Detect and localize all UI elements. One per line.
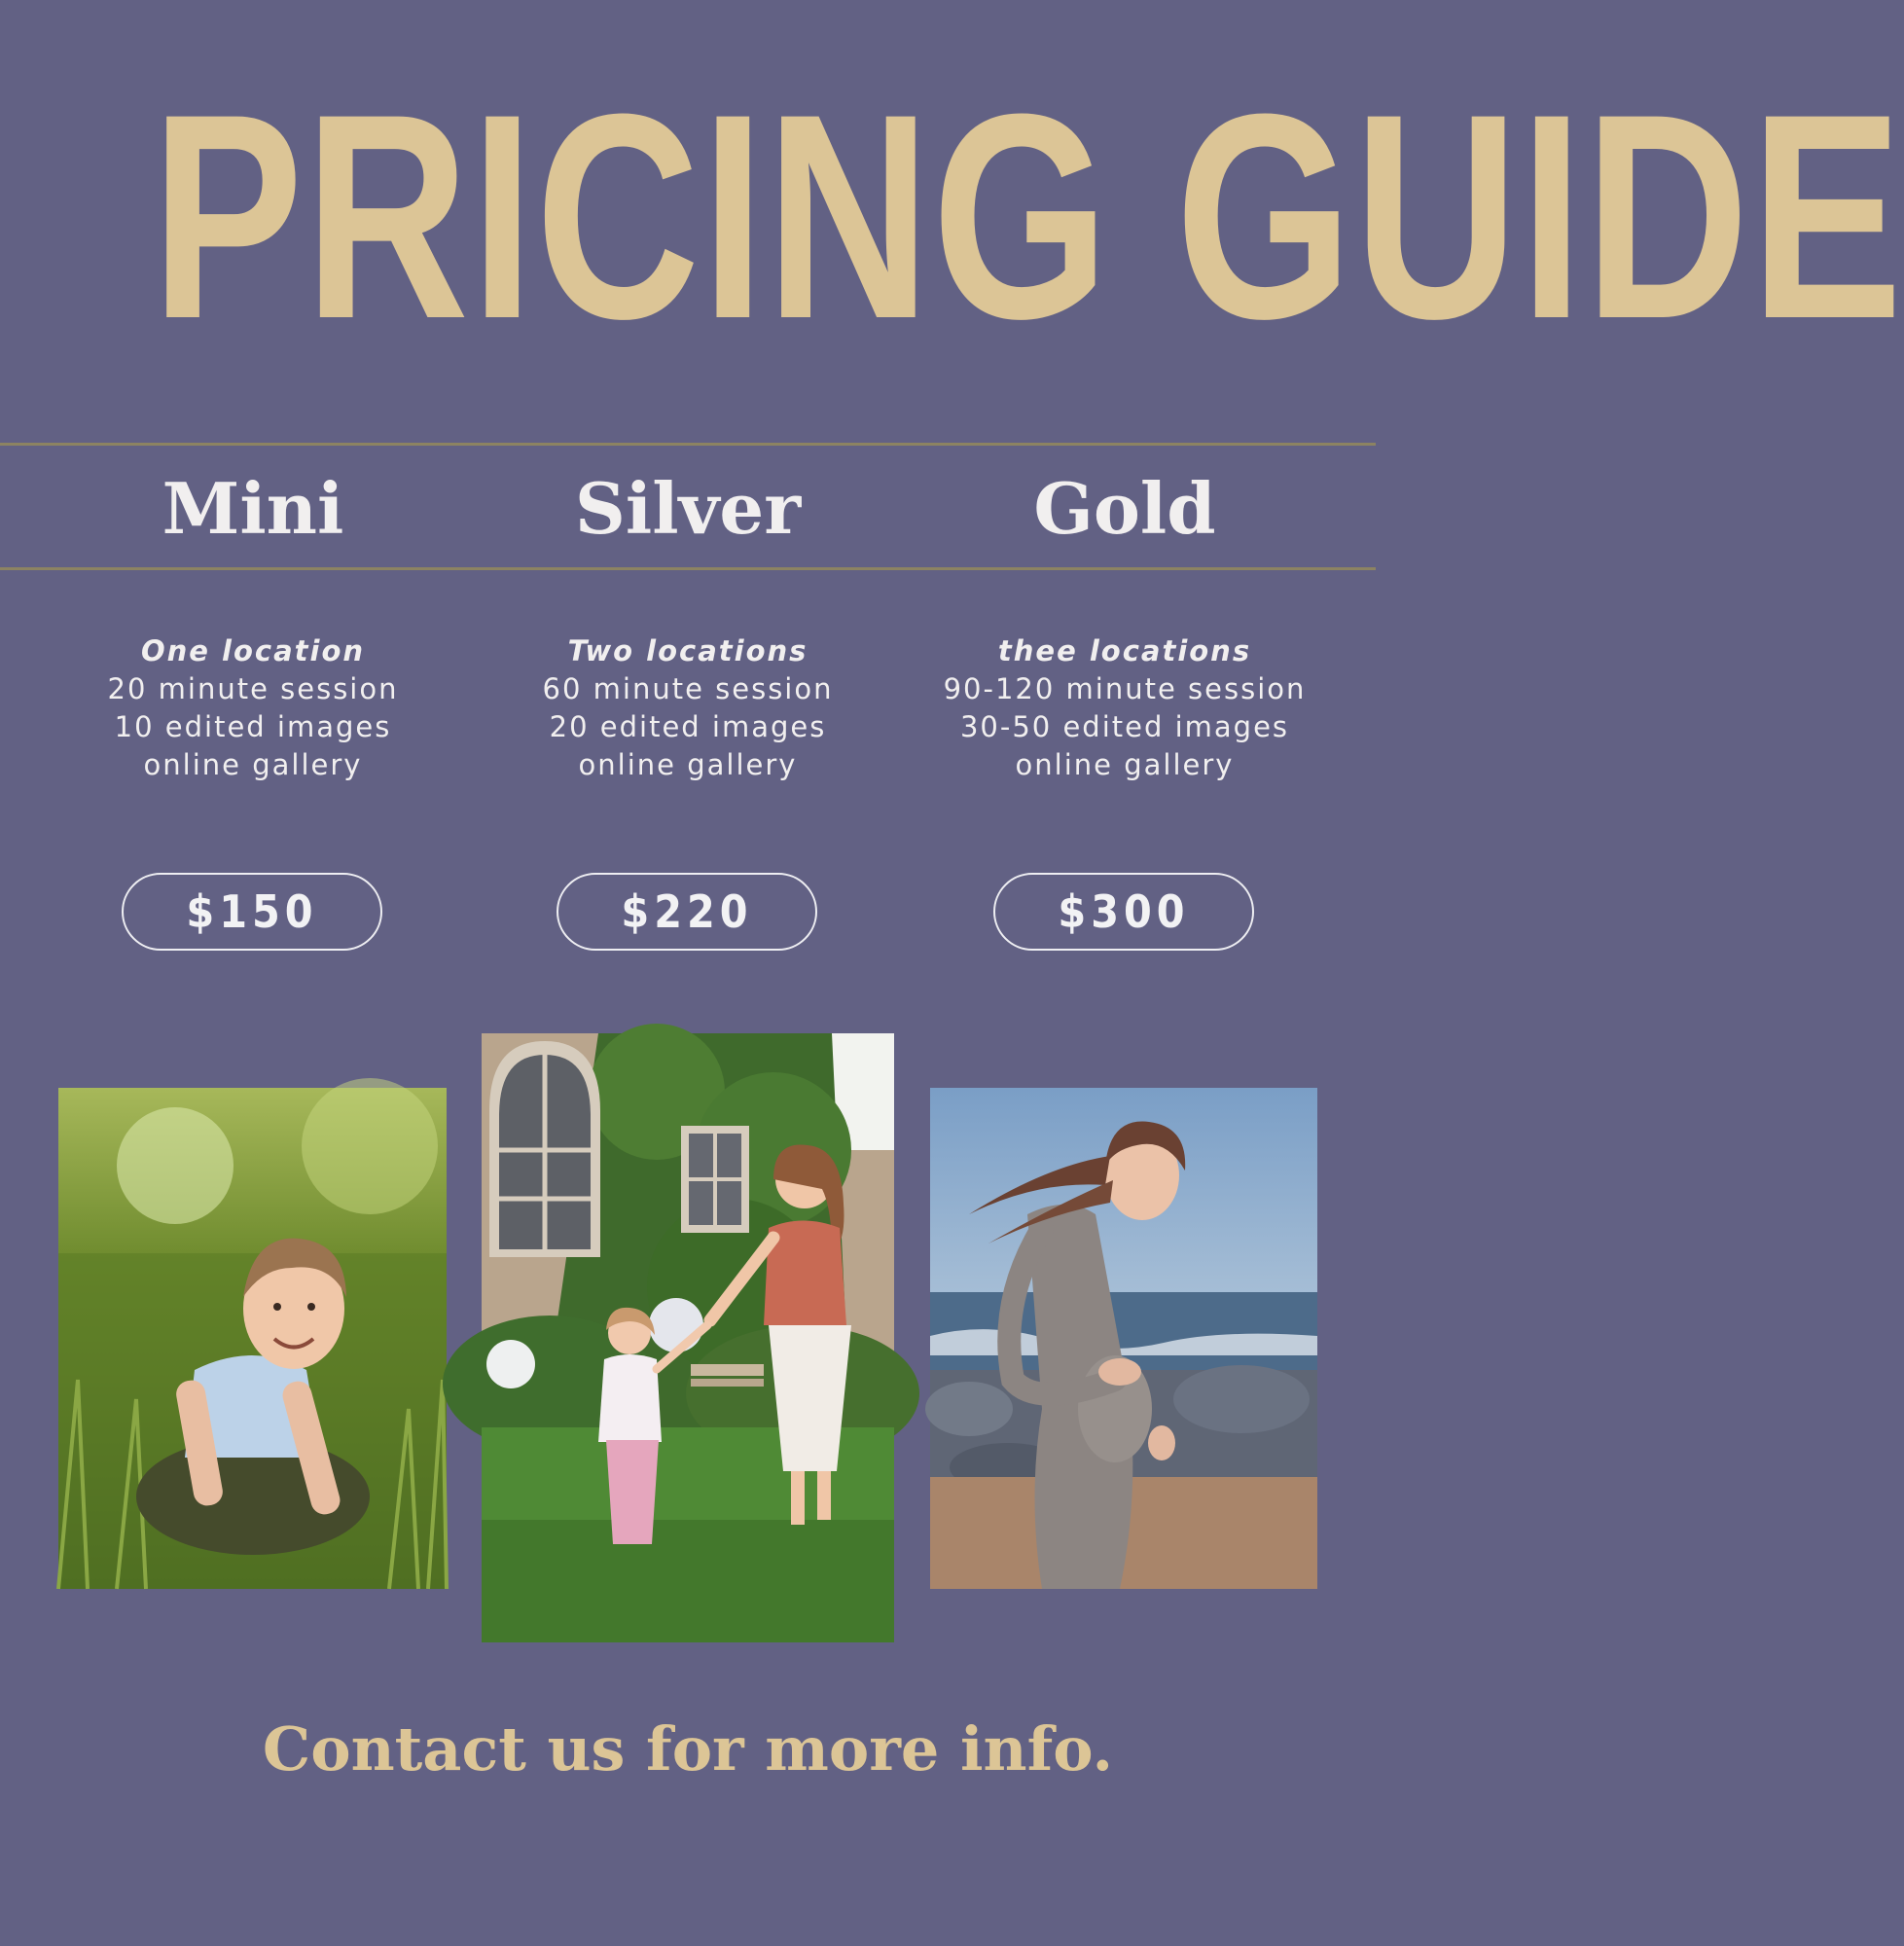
tier-lead: One location <box>140 634 366 667</box>
photo-toddler <box>58 1088 447 1589</box>
feature-item: 20 edited images <box>549 710 827 743</box>
feature-item: 30-50 edited images <box>959 710 1290 743</box>
tier-lead: thee locations <box>997 634 1252 667</box>
photo-mother-daughter-image <box>482 1033 894 1642</box>
feature-item: online gallery <box>1015 748 1235 781</box>
tier-name-silver: Silver <box>574 467 802 550</box>
top-divider <box>0 443 1376 446</box>
feature-item: online gallery <box>143 748 363 781</box>
price-badge-mini: $150 <box>122 873 382 951</box>
feature-item: 10 edited images <box>114 710 392 743</box>
contact-cta-text: Contact us for more info. <box>262 1713 1114 1784</box>
photo-maternity <box>930 1088 1317 1589</box>
page-title: PRICING GUIDE <box>151 53 1904 379</box>
feature-item: 60 minute session <box>542 672 834 705</box>
photo-maternity-image <box>930 1088 1317 1589</box>
photo-toddler-image <box>58 1088 447 1589</box>
tier-name-gold: Gold <box>1033 467 1216 550</box>
tier-features-mini <box>34 632 472 784</box>
price-badge-silver: $220 <box>557 873 817 951</box>
tier-features-gold <box>906 632 1344 784</box>
tier-name-mini: Mini <box>162 467 344 550</box>
feature-item: online gallery <box>578 748 798 781</box>
tier-features-silver <box>469 632 907 784</box>
price-badge-gold: $300 <box>993 873 1254 951</box>
feature-item: 20 minute session <box>107 672 399 705</box>
photo-mother-daughter <box>482 1033 894 1642</box>
tier-lead: Two locations <box>567 634 808 667</box>
bottom-divider <box>0 567 1376 570</box>
feature-item: 90-120 minute session <box>943 672 1307 705</box>
